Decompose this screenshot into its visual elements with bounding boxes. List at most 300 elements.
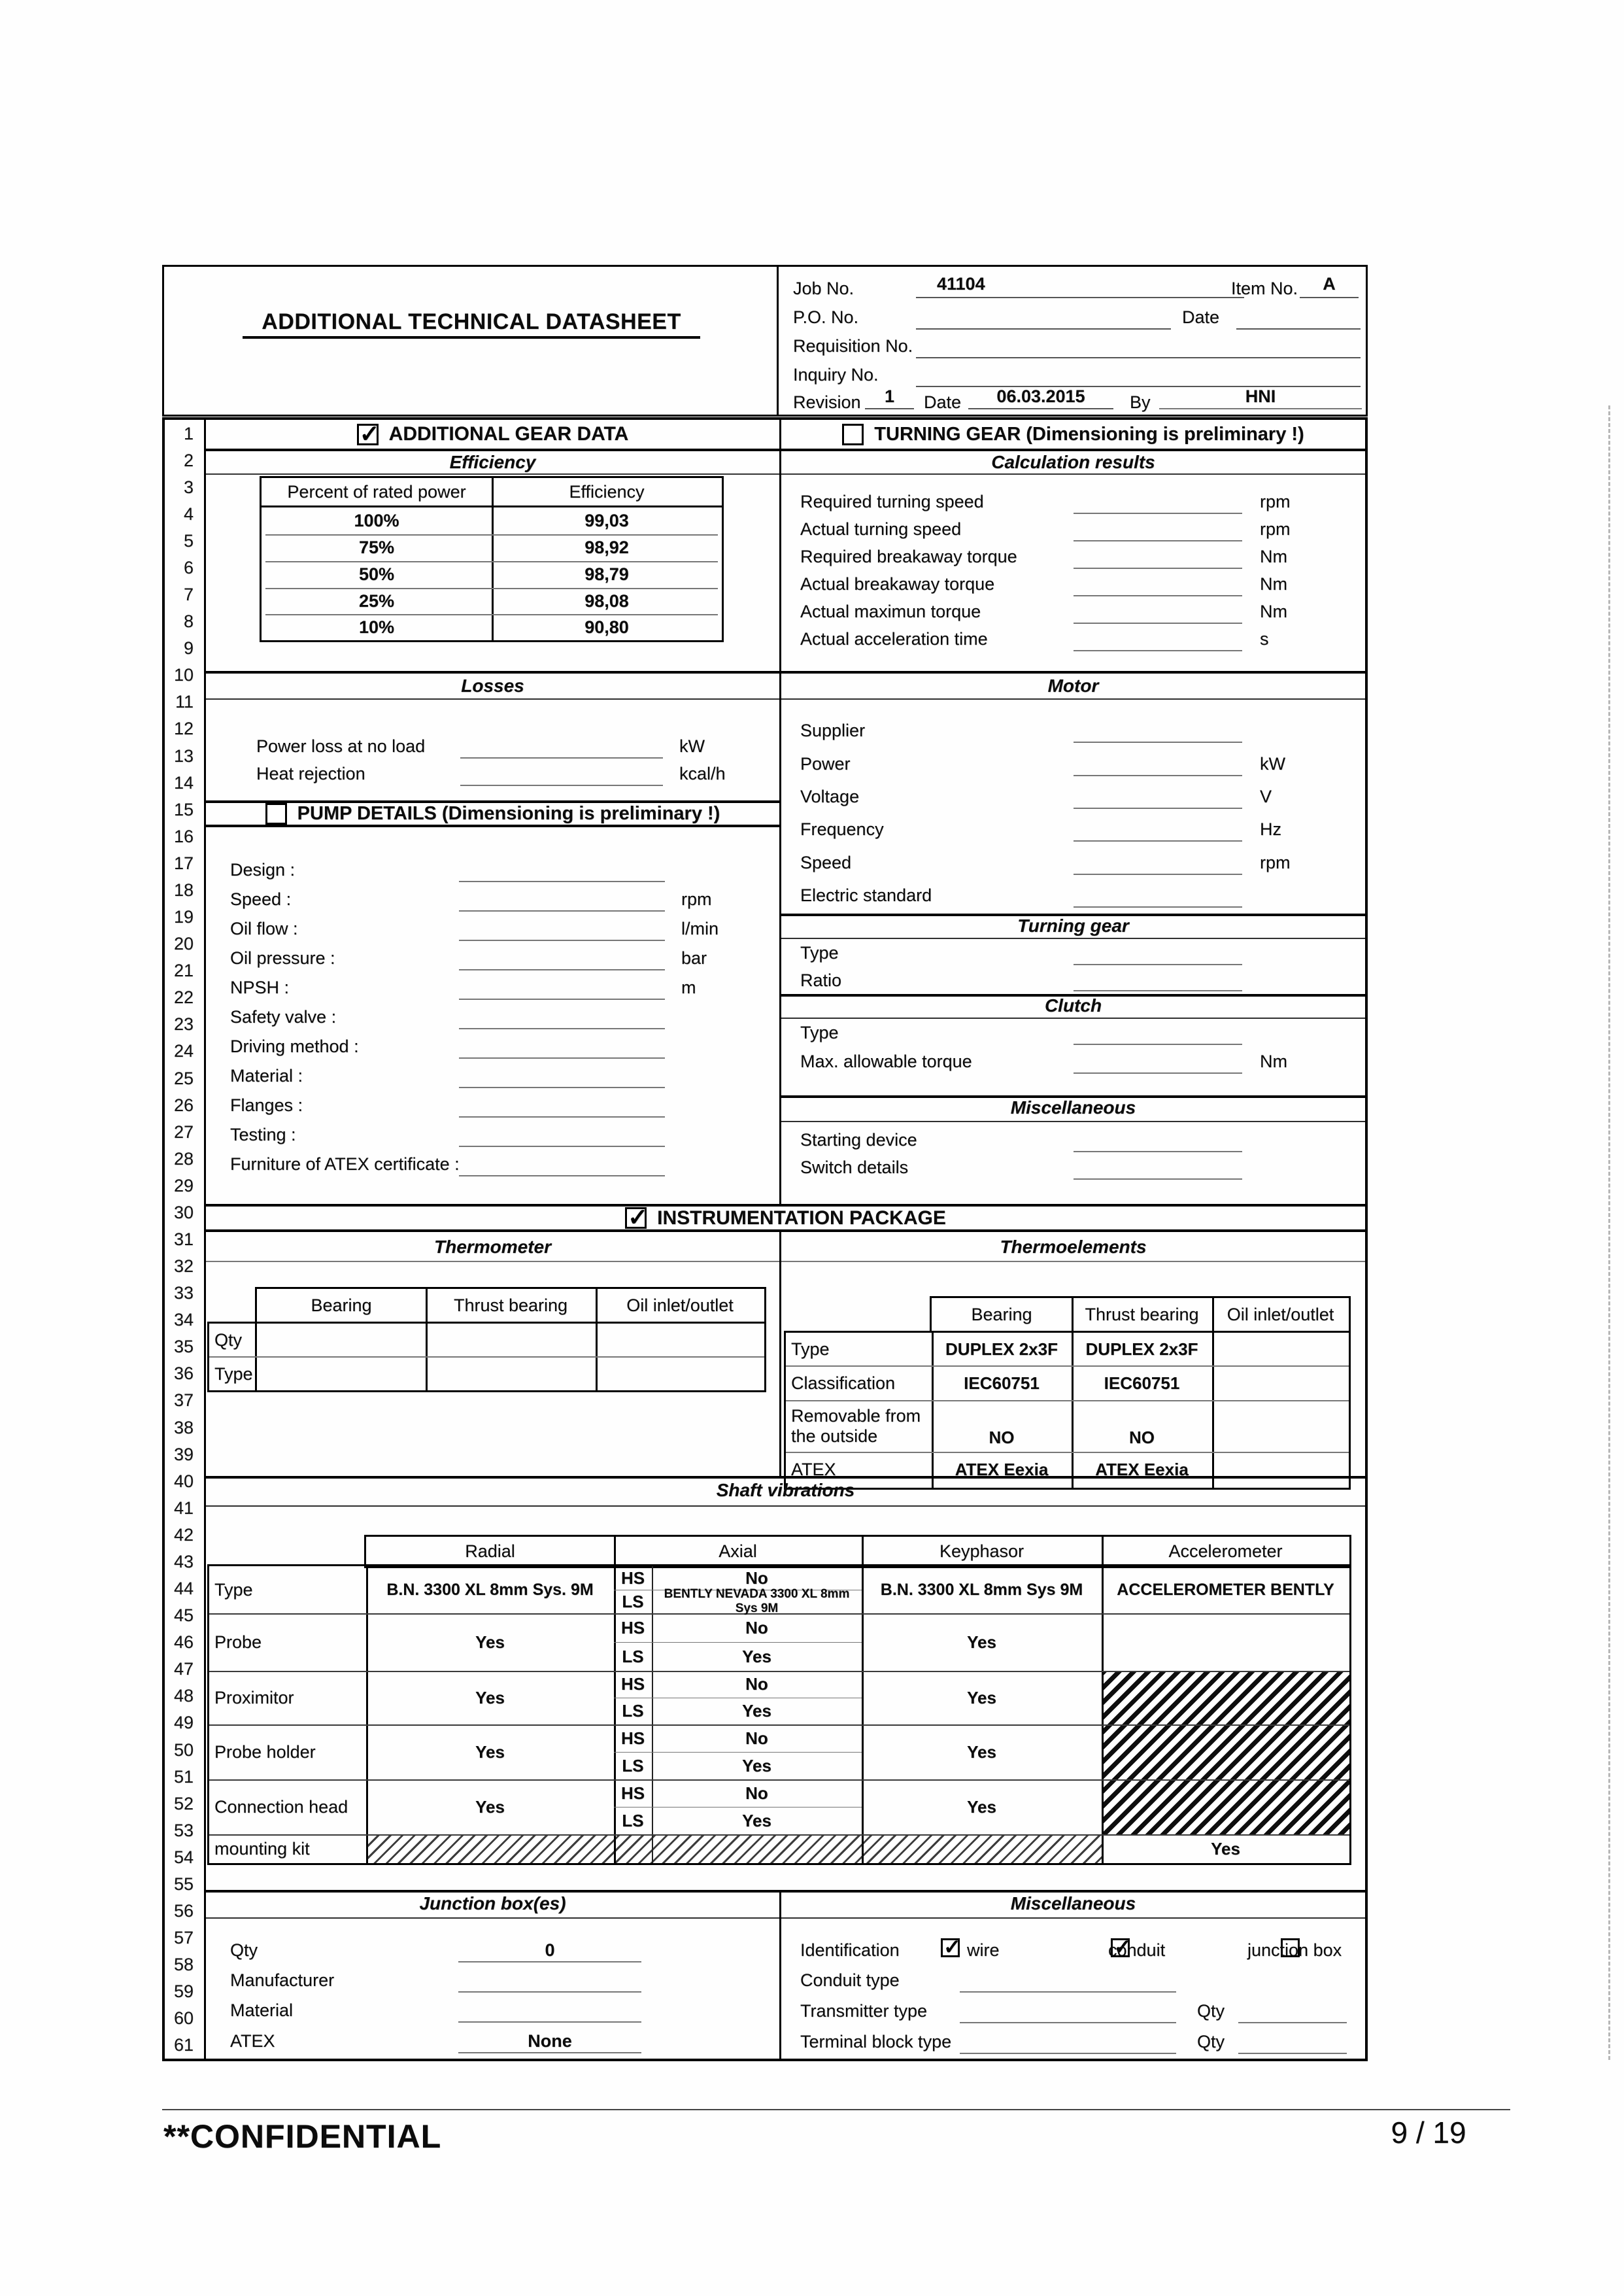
table-cell: BENTLY NEVADA 3300 XL 8mm Sys 9M bbox=[664, 1587, 850, 1615]
row-number: 40 bbox=[173, 1471, 194, 1491]
pump-row-label: Design : bbox=[230, 860, 296, 880]
table-cell: Yes bbox=[742, 1755, 771, 1775]
pump-row-label: Flanges : bbox=[230, 1095, 303, 1115]
thermometer-row-label: Qty bbox=[214, 1329, 243, 1350]
table-cell: 98,79 bbox=[584, 564, 629, 584]
row-number: 9 bbox=[183, 638, 194, 659]
motor-row-label: Power bbox=[800, 754, 851, 774]
pump-row-label: Safety valve : bbox=[230, 1007, 337, 1027]
thermometer-row-label: Type bbox=[214, 1363, 253, 1384]
thermometer-col-header: Bearing bbox=[311, 1295, 372, 1315]
row-number: 17 bbox=[173, 853, 194, 873]
row-number: 16 bbox=[173, 826, 194, 846]
terminal-block-label: Terminal block type bbox=[800, 2032, 952, 2051]
rule bbox=[206, 1505, 1365, 1507]
row-number: 42 bbox=[173, 1524, 194, 1545]
shaft-row-label: Probe bbox=[214, 1632, 262, 1652]
field-line bbox=[459, 940, 665, 941]
row-number: 33 bbox=[173, 1283, 194, 1303]
calc-row-unit: rpm bbox=[1260, 492, 1291, 511]
field-line bbox=[459, 1087, 665, 1088]
row-number: 14 bbox=[173, 772, 194, 793]
item-no-label: Item No. bbox=[1231, 279, 1298, 298]
row-number: 15 bbox=[173, 799, 194, 819]
row-number: 45 bbox=[173, 1605, 194, 1626]
field-line bbox=[458, 2021, 641, 2023]
conduit-label: conduit bbox=[1108, 1940, 1166, 1960]
field-line bbox=[1074, 1151, 1242, 1152]
section-divider bbox=[206, 1476, 1365, 1479]
calc-row-label: Actual maximun torque bbox=[800, 602, 981, 621]
pump-details-checkbox bbox=[265, 803, 287, 825]
turning-gear-title: TURNING GEAR (Dimensioning is preliminary !) bbox=[874, 423, 1304, 445]
rule bbox=[781, 1121, 1365, 1122]
shaft-row-label: Type bbox=[214, 1579, 253, 1600]
rule bbox=[781, 1917, 1365, 1919]
row-number: 59 bbox=[173, 1981, 194, 2002]
row-number: 13 bbox=[173, 745, 194, 766]
losses-row-unit: kcal/h bbox=[679, 764, 726, 783]
row-number: 27 bbox=[173, 1122, 194, 1142]
field-line bbox=[458, 1961, 641, 1962]
row-number: 18 bbox=[173, 880, 194, 900]
thermoelements-col-header: Bearing bbox=[971, 1304, 1032, 1324]
field-line bbox=[1074, 1178, 1242, 1180]
field-line bbox=[1074, 1044, 1242, 1045]
tgear-row-label: Type bbox=[800, 943, 839, 963]
row-number: 41 bbox=[173, 1498, 194, 1518]
calc-row-unit: Nm bbox=[1260, 602, 1287, 621]
thermometer-col-header: Thrust bearing bbox=[453, 1295, 568, 1315]
po-no-label: P.O. No. bbox=[793, 307, 859, 327]
table-cell: B.N. 3300 XL 8mm Sys 9M bbox=[880, 1580, 1083, 1599]
motor-row-label: Voltage bbox=[800, 787, 860, 806]
row-number: 26 bbox=[173, 1095, 194, 1115]
pump-row-label: Testing : bbox=[230, 1125, 296, 1144]
shaft-header-row bbox=[364, 1535, 1351, 1568]
table-cell: DUPLEX 2x3F bbox=[945, 1339, 1058, 1359]
row-number: 22 bbox=[173, 987, 194, 1008]
row-number: 47 bbox=[173, 1659, 194, 1679]
field-line bbox=[1074, 964, 1242, 965]
field-line bbox=[1074, 513, 1242, 514]
field-line bbox=[1074, 650, 1242, 651]
ls-label: LS bbox=[622, 1591, 644, 1611]
table-cell: Yes bbox=[742, 1646, 771, 1666]
gear-data-checkbox bbox=[357, 424, 379, 445]
table-cell: ATEX Eexia bbox=[1095, 1459, 1189, 1479]
qty-label: Qty bbox=[1197, 2032, 1225, 2051]
ls-label: LS bbox=[622, 1701, 644, 1721]
row-number: 58 bbox=[173, 1955, 194, 1975]
instrumentation-title: INSTRUMENTATION PACKAGE bbox=[657, 1207, 946, 1229]
row-number: 2 bbox=[183, 450, 194, 470]
row-number: 55 bbox=[173, 1874, 194, 1894]
row-number: 38 bbox=[173, 1417, 194, 1437]
losses-row-unit: kW bbox=[679, 736, 705, 756]
row-number: 11 bbox=[175, 692, 194, 712]
conduit-type-label: Conduit type bbox=[800, 1970, 900, 1990]
row-number: 8 bbox=[183, 611, 194, 632]
field-line bbox=[460, 785, 663, 786]
field-line bbox=[459, 969, 665, 970]
pump-row-label: Oil flow : bbox=[230, 919, 298, 938]
thermoelements-row-label: Removable from the outside bbox=[791, 1406, 921, 1446]
losses-title: Losses bbox=[461, 676, 524, 696]
motor-row-label: Supplier bbox=[800, 721, 866, 740]
table-cell: Yes bbox=[967, 1687, 996, 1707]
junction-row-value: None bbox=[528, 2030, 572, 2051]
hs-label: HS bbox=[620, 1728, 645, 1748]
table-cell: 10% bbox=[358, 617, 395, 637]
pump-row-label: Material : bbox=[230, 1066, 303, 1086]
row-number: 36 bbox=[173, 1363, 194, 1384]
field-line bbox=[1074, 623, 1242, 624]
thermoelements-col-header: Thrust bearing bbox=[1085, 1304, 1199, 1324]
clutch-row-label: Max. allowable torque bbox=[800, 1052, 972, 1071]
field-line bbox=[1074, 742, 1242, 743]
table-cell: Yes bbox=[742, 1701, 771, 1721]
row-number: 23 bbox=[173, 1014, 194, 1035]
row-number: 4 bbox=[183, 504, 194, 524]
junction-row-value: 0 bbox=[545, 1940, 555, 1960]
header-box bbox=[162, 265, 1368, 417]
table-cell: Yes bbox=[475, 1796, 505, 1817]
field-line bbox=[1238, 2022, 1347, 2023]
pump-row-label: Speed : bbox=[230, 889, 292, 909]
row-number: 20 bbox=[173, 934, 194, 954]
field-line bbox=[459, 1175, 665, 1176]
hatched-cell bbox=[1102, 1671, 1349, 1834]
field-line bbox=[458, 1991, 641, 1993]
row-number: 50 bbox=[173, 1739, 194, 1760]
thermoelements-row-label: Type bbox=[791, 1339, 830, 1359]
ls-label: LS bbox=[622, 1646, 644, 1666]
pump-row-unit: rpm bbox=[681, 889, 712, 909]
row-number: 56 bbox=[173, 1901, 194, 1921]
inquiry-label: Inquiry No. bbox=[793, 365, 879, 385]
field-line bbox=[960, 2022, 1176, 2023]
table-cell: NO bbox=[1129, 1428, 1155, 1447]
row-number: 51 bbox=[173, 1766, 194, 1787]
revision-date-value: 06.03.2015 bbox=[968, 385, 1113, 409]
row-number: 44 bbox=[173, 1579, 194, 1599]
section-divider bbox=[206, 1890, 1365, 1893]
revision-value: 1 bbox=[865, 385, 914, 409]
wire-checkbox bbox=[941, 1938, 960, 1957]
calc-row-label: Required turning speed bbox=[800, 492, 984, 511]
row-number: 39 bbox=[173, 1444, 194, 1464]
rule bbox=[781, 698, 1365, 700]
section-divider bbox=[206, 671, 1365, 674]
efficiency-col-header: Percent of rated power bbox=[262, 478, 492, 507]
field-line bbox=[1074, 595, 1242, 596]
field-line bbox=[1074, 990, 1242, 991]
row-number: 35 bbox=[173, 1337, 194, 1357]
job-no-value: 41104 bbox=[916, 271, 1244, 298]
table-cell: 100% bbox=[354, 510, 399, 530]
calc-row-unit: rpm bbox=[1260, 519, 1291, 539]
header-divider bbox=[777, 267, 779, 415]
turning-gear-checkbox bbox=[842, 424, 864, 445]
table-column-divider bbox=[1212, 1333, 1214, 1488]
field-line bbox=[1236, 328, 1361, 330]
calc-row-unit: Nm bbox=[1260, 547, 1287, 566]
calc-results-title: Calculation results bbox=[781, 451, 1365, 475]
row-number: 6 bbox=[183, 557, 194, 577]
field-line bbox=[459, 999, 665, 1000]
efficiency-table bbox=[260, 476, 724, 642]
rule bbox=[206, 698, 779, 700]
job-no-label: Job No. bbox=[793, 279, 854, 298]
misc-bottom-title: Miscellaneous bbox=[1010, 1893, 1136, 1913]
row-number: 52 bbox=[173, 1793, 194, 1813]
row-number: 7 bbox=[183, 585, 194, 605]
rule bbox=[206, 1261, 779, 1262]
shaft-row-label: Probe holder bbox=[214, 1741, 316, 1762]
rule bbox=[781, 938, 1365, 939]
efficiency-col-header: Efficiency bbox=[492, 478, 722, 507]
losses-row-label: Heat rejection bbox=[256, 764, 365, 783]
field-line bbox=[960, 2053, 1176, 2054]
row-number: 28 bbox=[173, 1148, 194, 1169]
table-row-line bbox=[209, 1356, 764, 1358]
calc-row-unit: s bbox=[1260, 629, 1269, 649]
hs-label: HS bbox=[620, 1617, 645, 1637]
efficiency-section-title: Efficiency bbox=[206, 451, 779, 475]
thermoelements-col-header: Oil inlet/outlet bbox=[1226, 1304, 1334, 1324]
shaft-col-header: Axial bbox=[719, 1541, 757, 1561]
footer-rule bbox=[162, 2109, 1510, 2110]
ls-label: LS bbox=[622, 1810, 644, 1830]
table-cell: IEC60751 bbox=[1104, 1373, 1180, 1393]
thermometer-title: Thermometer bbox=[434, 1237, 551, 1257]
row-number: 34 bbox=[173, 1310, 194, 1330]
confidential-stamp: **CONFIDENTIAL bbox=[163, 2118, 442, 2155]
hs-label: HS bbox=[620, 1783, 645, 1803]
pump-row-label: Furniture of ATEX certificate : bbox=[230, 1154, 460, 1174]
pump-row-unit: m bbox=[681, 978, 696, 997]
table-cell: No bbox=[745, 1783, 768, 1803]
pump-details-header bbox=[206, 800, 779, 827]
table-cell: NO bbox=[989, 1428, 1015, 1447]
row-number: 46 bbox=[173, 1632, 194, 1653]
row-number: 53 bbox=[173, 1820, 194, 1840]
table-cell: 98,08 bbox=[584, 591, 629, 611]
table-cell: No bbox=[745, 1728, 768, 1748]
motor-row-label: Electric standard bbox=[800, 885, 932, 905]
row-number: 12 bbox=[173, 719, 194, 739]
losses-row-label: Power loss at no load bbox=[256, 736, 426, 756]
shaft-row-label: Proximitor bbox=[214, 1687, 294, 1707]
date-label: Date bbox=[1182, 307, 1220, 327]
field-line bbox=[458, 2052, 641, 2053]
turning-gear-section-title: Turning gear bbox=[1017, 916, 1129, 936]
motor-row-unit: rpm bbox=[1260, 853, 1291, 872]
row-number: 37 bbox=[173, 1390, 194, 1411]
motor-row-unit: kW bbox=[1260, 754, 1285, 774]
row-number: 43 bbox=[173, 1551, 194, 1571]
row-number: 5 bbox=[183, 530, 194, 551]
thermometer-col-header: Oil inlet/outlet bbox=[626, 1295, 734, 1315]
table-cell: 75% bbox=[358, 537, 395, 557]
table-cell: Yes bbox=[967, 1796, 996, 1817]
transmitter-type-label: Transmitter type bbox=[800, 2001, 928, 2021]
hatched-cell bbox=[366, 1834, 1102, 1863]
field-line bbox=[1074, 1072, 1242, 1074]
pump-row-unit: l/min bbox=[681, 919, 719, 938]
identification-label: Identification bbox=[800, 1940, 900, 1960]
table-cell: Yes bbox=[742, 1810, 771, 1830]
thermoelements-row-label: Classification bbox=[791, 1373, 896, 1393]
row-number: 19 bbox=[173, 907, 194, 927]
qty-label: Qty bbox=[1197, 2001, 1225, 2021]
field-line bbox=[1074, 775, 1242, 776]
row-number: 61 bbox=[173, 2035, 194, 2055]
document-title: ADDITIONAL TECHNICAL DATASHEET bbox=[243, 307, 700, 339]
field-line bbox=[1074, 840, 1242, 842]
revision-date-label: Date bbox=[924, 392, 962, 412]
shaft-vibrations-title: Shaft vibrations bbox=[716, 1480, 855, 1500]
field-line bbox=[1074, 568, 1242, 569]
table-cell: No bbox=[745, 1617, 768, 1637]
junction-row-label: Manufacturer bbox=[230, 1970, 335, 1990]
wire-label: wire bbox=[967, 1940, 1000, 1960]
row-number-gutter bbox=[165, 420, 206, 2059]
calc-row-label: Required breakaway torque bbox=[800, 547, 1017, 566]
motor-title: Motor bbox=[1047, 676, 1099, 696]
thermometer-body bbox=[207, 1322, 766, 1392]
clutch-row-unit: Nm bbox=[1260, 1052, 1287, 1071]
gear-data-title: ADDITIONAL GEAR DATA bbox=[388, 423, 629, 445]
table-cell: IEC60751 bbox=[964, 1373, 1040, 1393]
junction-row-label: ATEX bbox=[230, 2031, 275, 2051]
shaft-col-header: Radial bbox=[465, 1541, 515, 1561]
junction-title: Junction box(es) bbox=[419, 1893, 566, 1913]
field-line bbox=[960, 1991, 1176, 1993]
page-number: 9 / 19 bbox=[1391, 2116, 1466, 2150]
calc-row-label: Actual breakaway torque bbox=[800, 574, 995, 594]
field-line bbox=[459, 1028, 665, 1029]
clutch-title: Clutch bbox=[1044, 995, 1102, 1016]
field-line bbox=[916, 357, 1361, 358]
thermoelements-row-label: ATEX bbox=[791, 1459, 836, 1479]
field-line bbox=[1238, 2053, 1347, 2054]
row-number: 21 bbox=[173, 961, 194, 981]
row-number: 10 bbox=[173, 665, 194, 685]
table-cell: ATEX Eexia bbox=[955, 1459, 1049, 1479]
thermoelements-header-row bbox=[930, 1296, 1351, 1333]
pump-row-label: NPSH : bbox=[230, 978, 290, 997]
by-value: HNI bbox=[1159, 385, 1362, 409]
turning-gear-header bbox=[781, 420, 1365, 451]
field-line bbox=[459, 910, 665, 912]
pump-row-label: Driving method : bbox=[230, 1037, 359, 1056]
shaft-row-label: Connection head bbox=[214, 1796, 348, 1817]
junction-box-label: junction box bbox=[1247, 1940, 1342, 1960]
pump-row-label: Oil pressure : bbox=[230, 948, 335, 968]
rule bbox=[781, 1261, 1365, 1262]
shaft-col-header: Accelerometer bbox=[1168, 1541, 1283, 1561]
table-cell: Yes bbox=[967, 1741, 996, 1762]
column-divider bbox=[779, 420, 781, 1204]
field-line bbox=[1074, 808, 1242, 809]
gear-data-header bbox=[206, 420, 779, 451]
field-line bbox=[459, 1057, 665, 1059]
table-cell: Yes bbox=[1211, 1838, 1240, 1859]
calc-row-unit: Nm bbox=[1260, 574, 1287, 594]
thermoelements-title: Thermoelements bbox=[1000, 1237, 1147, 1257]
table-cell: Yes bbox=[475, 1741, 505, 1762]
rule bbox=[781, 1018, 1365, 1019]
row-number: 1 bbox=[183, 423, 194, 443]
row-number: 24 bbox=[173, 1041, 194, 1061]
motor-row-label: Speed bbox=[800, 853, 852, 872]
motor-row-unit: V bbox=[1260, 787, 1272, 806]
column-divider bbox=[779, 1890, 781, 2059]
tgear-row-label: Ratio bbox=[800, 970, 842, 990]
pump-details-title: PUMP DETAILS (Dimensioning is preliminary !) bbox=[297, 803, 720, 824]
table-cell: 50% bbox=[358, 564, 395, 584]
field-line bbox=[460, 757, 663, 759]
table-cell: DUPLEX 2x3F bbox=[1085, 1339, 1198, 1359]
misc-row-label: Switch details bbox=[800, 1157, 909, 1177]
row-number: 32 bbox=[173, 1256, 194, 1277]
requisition-label: Requisition No. bbox=[793, 336, 913, 356]
shaft-col-header: Keyphasor bbox=[939, 1541, 1024, 1561]
row-number: 31 bbox=[173, 1229, 194, 1249]
field-line bbox=[459, 881, 665, 882]
row-number: 54 bbox=[173, 1847, 194, 1867]
row-number: 30 bbox=[173, 1202, 194, 1222]
row-number: 48 bbox=[173, 1686, 194, 1706]
junction-row-label: Qty bbox=[230, 1940, 258, 1960]
field-line bbox=[459, 1116, 665, 1118]
ls-label: LS bbox=[622, 1755, 644, 1775]
field-line bbox=[1074, 906, 1242, 908]
thermometer-header-row bbox=[255, 1287, 766, 1324]
calc-row-label: Actual acceleration time bbox=[800, 629, 988, 649]
table-cell: 99,03 bbox=[584, 510, 629, 530]
junction-row-label: Material bbox=[230, 2000, 294, 2020]
row-number: 29 bbox=[173, 1175, 194, 1195]
row-number: 3 bbox=[183, 477, 194, 497]
table-cell: 25% bbox=[358, 591, 395, 611]
row-number: 57 bbox=[173, 1928, 194, 1948]
thermoelements-body bbox=[784, 1331, 1351, 1490]
misc-right-title: Miscellaneous bbox=[1010, 1097, 1136, 1118]
motor-row-unit: Hz bbox=[1260, 819, 1281, 839]
item-no-value: A bbox=[1300, 271, 1359, 298]
pump-row-unit: bar bbox=[681, 948, 707, 968]
table-cell: No bbox=[745, 1568, 768, 1588]
field-line bbox=[459, 1146, 665, 1147]
calc-row-label: Actual turning speed bbox=[800, 519, 962, 539]
motor-row-label: Frequency bbox=[800, 819, 884, 839]
instrumentation-checkbox bbox=[625, 1207, 647, 1229]
revision-label: Revision bbox=[793, 392, 861, 412]
table-cell: Yes bbox=[475, 1687, 505, 1707]
form-body bbox=[162, 417, 1368, 2061]
table-cell: 98,92 bbox=[584, 537, 629, 557]
field-line bbox=[1074, 874, 1242, 875]
row-number: 60 bbox=[173, 2008, 194, 2029]
table-cell: Yes bbox=[475, 1632, 505, 1652]
misc-row-label: Starting device bbox=[800, 1130, 917, 1150]
hs-label: HS bbox=[620, 1568, 645, 1588]
field-line bbox=[916, 328, 1171, 330]
shaft-body bbox=[207, 1564, 1351, 1865]
